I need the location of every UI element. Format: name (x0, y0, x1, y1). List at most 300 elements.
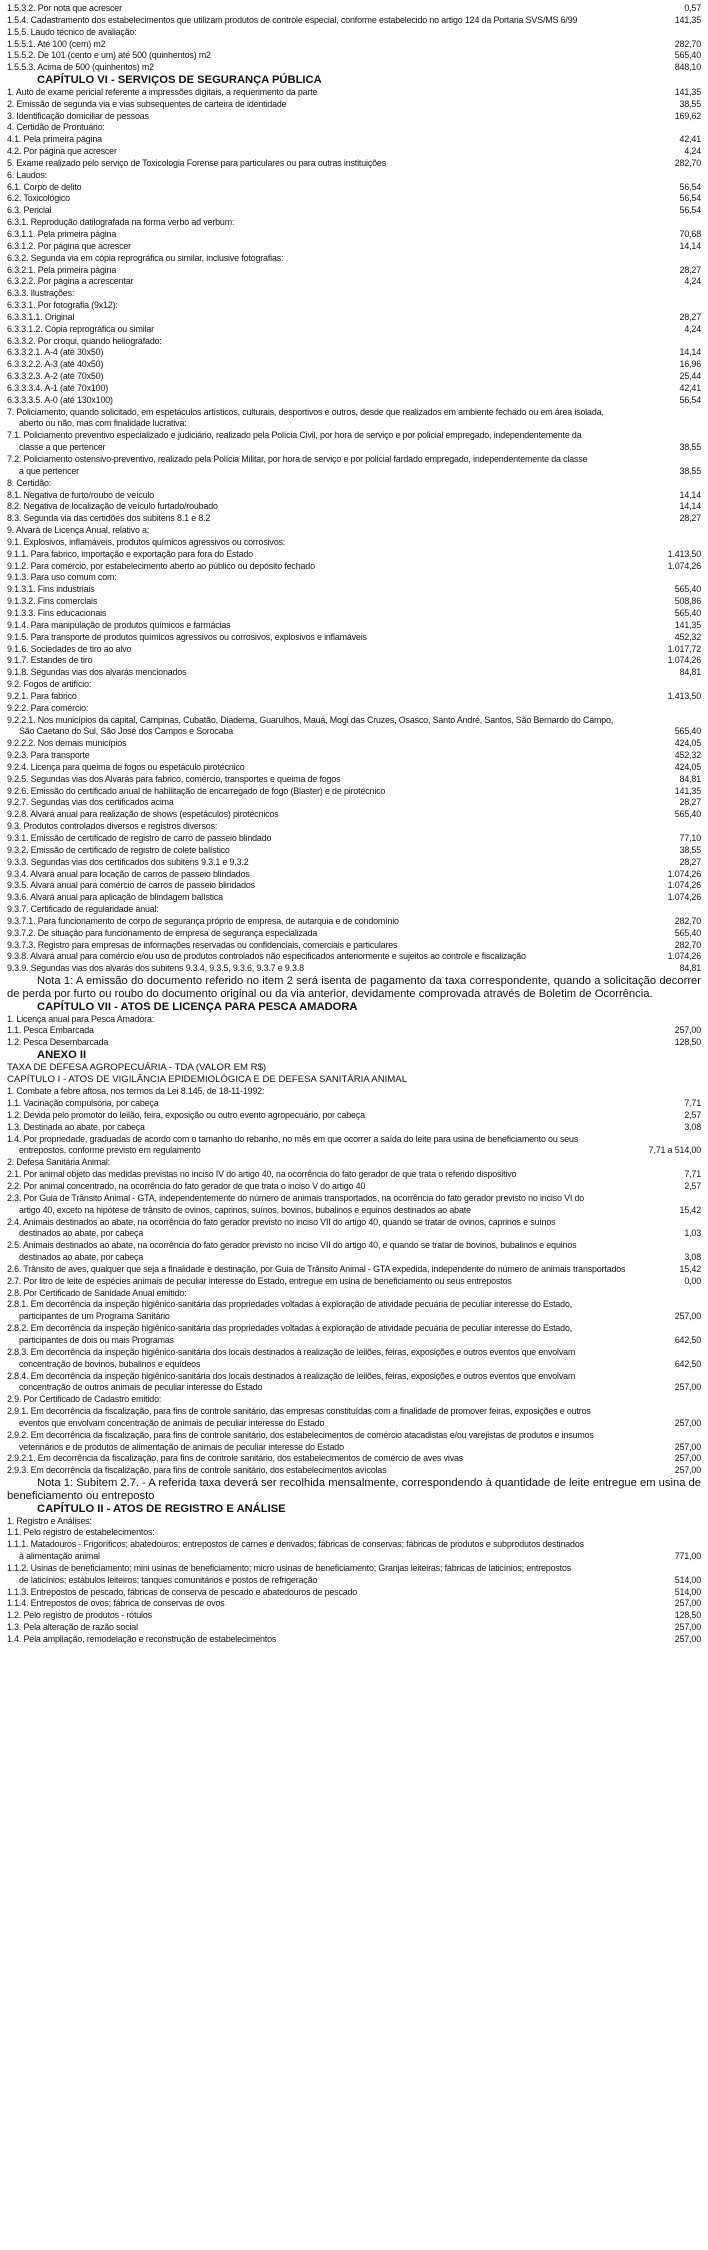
fee-value: 452,32 (674, 750, 701, 761)
fee-description: 9.1. Explosivos, inflamáveis, produtos químicos agressivos ou corrosivos: (7, 536, 286, 547)
fee-description: 9.1.7. Estandes de tiro (7, 655, 93, 666)
fee-description: 1.3. Pela alteração de razão social (7, 1622, 138, 1633)
fee-value: 128,50 (674, 1610, 701, 1621)
fee-description: 8.2. Negativa de localização de veículo furtado/roubado (7, 501, 218, 512)
fee-description: 2. Emissão de segunda via e vias subsequentes de carteira de identidade (7, 98, 287, 109)
fee-row (7, 774, 701, 786)
fee-description: 9.3.4. Alvará anual para locação de carros de passeio blindados (7, 868, 250, 879)
fee-description: veterinários e de produtos de alimentação de animais de peculiar interesse do Estado (19, 1441, 344, 1452)
fee-description: 1.5.5. Laudo técnico de avaliação: (7, 26, 137, 37)
fee-row (7, 1551, 701, 1563)
fee-row (7, 442, 701, 454)
fee-row (7, 833, 701, 845)
fee-description: 1. Registro e Análises: (7, 1515, 92, 1526)
fee-value: 1.074,26 (667, 880, 701, 891)
fee-description: de laticínios; estábulos leiteiros; tanques comunitários e postos de refrigeração (19, 1574, 318, 1585)
fee-description: 8.3. Segunda via das certidões dos subitens 8.1 e 8.2 (7, 513, 211, 524)
fee-value: 282,70 (674, 915, 701, 926)
fee-description: 1.4. Por propriedade, graduadas de acordo com o tamanho do rebanho, no mês em que ocorrer a saída do leite para usina de beneficiamento ou seus (7, 1133, 579, 1144)
fee-description: 5. Exame realizado pelo serviço de Toxicologia Forense para particulares ou para outras instituições (7, 157, 387, 168)
fee-description: 9.2.7. Segundas vias dos certificados acima (7, 797, 174, 808)
fee-row (7, 1134, 701, 1146)
fee-row (7, 1299, 701, 1311)
fee-row (7, 1252, 701, 1264)
fee-row (7, 39, 701, 51)
fee-description: 9.2.2.1. Nos municípios da capital, Campinas, Cubatão, Diadema, Guarulhos, Mauá, Mogi das Cruzes, Osasco, Santo André, Santos, São Bernardo do Campo, (7, 714, 614, 725)
fee-value: 514,00 (674, 1574, 701, 1585)
fee-row (7, 27, 701, 39)
fee-description: participantes de dois ou mais Programas (19, 1334, 174, 1345)
fee-value: 7,71 (684, 1169, 701, 1180)
fee-description: 9.1.4. Para manipulação de produtos químicos e farmácias (7, 619, 231, 630)
fee-description: 9.3.6. Alvará anual para aplicação de blindagem balística (7, 892, 223, 903)
fee-row (7, 158, 701, 170)
fee-value: 84,81 (679, 667, 701, 678)
fee-description: artigo 40, exceto na hipótese de trânsito de ovinos, caprinos, suínos, bovinos, bubalinos e equinos destinados ao abate (19, 1204, 471, 1215)
fee-description: 2.2. Por animal concentrado, na ocorrência do fato gerador de que trata o inciso V do artigo 40 (7, 1181, 366, 1192)
fee-value: 14,14 (679, 240, 701, 251)
fee-row (7, 750, 701, 762)
fee-row (7, 1323, 701, 1335)
fee-row (7, 572, 701, 584)
fee-row (7, 1563, 701, 1575)
fee-description: 1.5.5.3. Acima de 500 (quinhentos) m2 (7, 62, 154, 73)
fee-row (7, 111, 701, 123)
fee-row (7, 1311, 701, 1323)
fee-description: 1.1.4. Entrepostos de ovos; fábrica de conservas de ovos (7, 1598, 225, 1609)
fee-row (7, 1145, 701, 1157)
fee-row (7, 940, 701, 952)
fee-value: 28,27 (679, 513, 701, 524)
fee-row (7, 15, 701, 27)
fee-description: 9.2.2.2. Nos demais municípios (7, 738, 127, 749)
fee-description: 8.1. Negativa de furto/roubo de veículo (7, 489, 155, 500)
fee-value: 257,00 (674, 1633, 701, 1644)
fee-description: 9.2.4. Licença para queima de fogos ou espetáculo pirotécnico (7, 761, 245, 772)
fee-value: 1.017,72 (667, 643, 701, 654)
fee-description: a que pertencer (19, 465, 79, 476)
fee-description: 6.3.3.2.1. A-4 (até 30x50) (7, 347, 104, 358)
fee-value: 257,00 (674, 1441, 701, 1452)
fee-description: 2.3. Por Guia de Trânsito Animal - GTA, independentemente do número de animais transportados, na ocorrência do fato gerador previsto no inciso VI do (7, 1192, 585, 1203)
fee-row (7, 501, 701, 513)
fee-description: 6.3. Pericial (7, 205, 52, 216)
fee-value: 14,14 (679, 347, 701, 358)
fee-description: 2.1. Por animal objeto das medidas previstas no inciso IV do artigo 40, na ocorrência do fato gerador de que trata o referido dispositivo (7, 1169, 517, 1180)
fee-row (7, 87, 701, 99)
fee-value: 565,40 (674, 927, 701, 938)
fee-description: 9.2.8. Alvará anual para realização de shows (espetáculos) pirotécnicos (7, 809, 279, 820)
fee-row (7, 1335, 701, 1347)
fee-value: 424,05 (674, 738, 701, 749)
fee-value: 282,70 (674, 38, 701, 49)
fee-value: 141,35 (674, 86, 701, 97)
fee-row (7, 241, 701, 253)
chapter-heading: CAPÍTULO VII - ATOS DE LICENÇA PARA PESCA AMADORA (37, 1000, 358, 1013)
fee-description: 9.1.6. Sociedades de tiro ao alvo (7, 643, 132, 654)
fee-value: 70,68 (679, 228, 701, 239)
fee-description: 6.3.3.3.4. A-1 (até 70x100) (7, 382, 109, 393)
fee-row (7, 1169, 701, 1181)
fee-row (7, 1442, 701, 1454)
fee-row (7, 1122, 701, 1134)
fee-description: 9.3.7.3. Registro para empresas de informações reservadas ou confidenciais, comerciais e particulares (7, 939, 398, 950)
fee-row (7, 1634, 701, 1646)
fee-value: 15,42 (679, 1204, 701, 1215)
fee-description: 1. Auto de exame pericial referente a impressões digitais, a requerimento da parte (7, 86, 318, 97)
fee-description: 6.3.2.2. Por página a acrescentar (7, 276, 134, 287)
fee-row (7, 347, 701, 359)
fee-description: 1.5.5.2. De 101 (cento e um) até 500 (quinhentos) m2 (7, 50, 211, 61)
fee-description: 6.3.1.2. Por página que acrescer (7, 240, 131, 251)
fee-row (7, 821, 701, 833)
fee-description: 9.1.3.3. Fins educacionais (7, 607, 107, 618)
fee-row (7, 928, 701, 940)
fee-value: 56,54 (679, 394, 701, 405)
fee-row (7, 525, 701, 537)
fee-row (7, 584, 701, 596)
fee-row (7, 288, 701, 300)
fee-value: 42,41 (679, 382, 701, 393)
fee-value: 84,81 (679, 963, 701, 974)
fee-description: 9.3.1. Emissão de certificado de registro de carro de passeio blindado (7, 833, 272, 844)
fee-value: 257,00 (674, 1025, 701, 1036)
fee-row (7, 632, 701, 644)
fee-value: 16,96 (679, 359, 701, 370)
fee-row (7, 1276, 701, 1288)
fee-description: 9.2.3. Para transporte (7, 750, 90, 761)
fee-value: 565,40 (674, 607, 701, 618)
fee-row (7, 786, 701, 798)
fee-value: 514,00 (674, 1586, 701, 1597)
fee-row (7, 1406, 701, 1418)
fee-description: 6.1. Corpo de delito (7, 181, 82, 192)
fee-row (7, 170, 701, 182)
fee-row (7, 1371, 701, 1383)
fee-description: destinados ao abate, por cabeça (19, 1252, 144, 1263)
fee-description: 6.3.3.2. Por croqui, quando heliografado: (7, 335, 162, 346)
fee-row (7, 454, 701, 466)
fee-description: 2.9.2. Em decorrência da fiscalização, para fins de controle sanitário, dos estabelecimentos de comércio atacadistas e/ou varejistas de produtos e insumos (7, 1429, 594, 1440)
fee-row (7, 644, 701, 656)
fee-description: 2.8. Por Certificado de Sanidade Anual emitido: (7, 1287, 187, 1298)
fee-value: 565,40 (674, 584, 701, 595)
fee-value: 28,27 (679, 797, 701, 808)
fee-description: 1.1.2. Usinas de beneficiamento; mini usinas de beneficiamento; micro usinas de beneficiamento; Granjas leiteiras; fábricas de laticínios; entrepostos (7, 1562, 572, 1573)
fee-description: 6.3.3.1. Por fotografia (9x12): (7, 300, 118, 311)
fee-row (7, 1516, 701, 1528)
fee-value: 7,71 a 514,00 (648, 1145, 701, 1156)
fee-value: 4,24 (684, 323, 701, 334)
fee-description: 7.1. Policiamento preventivo especializado e judiciário, realizado pela Polícia Civil, por hora de serviço e por policial empregado, independentemente da (7, 430, 582, 441)
fee-row (7, 1598, 701, 1610)
fee-row (7, 892, 701, 904)
fee-row (7, 395, 701, 407)
fee-row (7, 122, 701, 134)
fee-description: 9.1.3. Para uso comum com: (7, 572, 117, 583)
chapter-heading: CAPÍTULO VI - SERVIÇOS DE SEGURANÇA PÚBLICA (37, 74, 322, 87)
fee-description: 1. Licença anual para Pesca Amadora: (7, 1013, 155, 1024)
fee-row (7, 1610, 701, 1622)
fee-row (7, 691, 701, 703)
fee-value: 14,14 (679, 489, 701, 500)
fee-description: 6.3.3.1.1. Original (7, 311, 75, 322)
fee-description: concentração de outros animais de peculiar interesse do Estado (19, 1382, 263, 1393)
fee-description: 9.1.3.2. Fins comerciais (7, 596, 98, 607)
fee-description: 2.6. Trânsito de aves, qualquer que seja a finalidade e destinação, por Guia de Trânsito Animal - GTA expedida, independente do número de animais transportados (7, 1263, 626, 1274)
fee-description: 1.5.3.2. Por nota que acrescer (7, 3, 122, 13)
fee-description: 9.3. Produtos controlados diversos e registros diversos: (7, 821, 218, 832)
fee-row (7, 336, 701, 348)
fee-description: 6.3.3.3.5. A-0 (até 130x100) (7, 394, 113, 405)
fee-value: 7,71 (684, 1098, 701, 1109)
fee-description: 9.1.3.1. Fins industriais (7, 584, 95, 595)
fee-description: eventos que envolvam concentração de animais de peculiar interesse do Estado (19, 1417, 325, 1428)
fee-value: 84,81 (679, 773, 701, 784)
fee-value: 1,03 (684, 1228, 701, 1239)
fee-row (7, 312, 701, 324)
fee-value: 0,00 (684, 1275, 701, 1286)
fee-value: 1.413,50 (667, 690, 701, 701)
fee-description: 9.2.1. Para fabrico (7, 690, 77, 701)
fee-value: 56,54 (679, 193, 701, 204)
fee-row (7, 134, 701, 146)
fee-description: 4.2. Por página que acrescer (7, 146, 117, 157)
fee-description: 2. Defesa Sanitária Animal: (7, 1157, 110, 1168)
fee-row (7, 1228, 701, 1240)
fee-description: 9.3.7.2. De situação para funcionamento de empresa de segurança especializada (7, 927, 318, 938)
fee-row (7, 726, 701, 738)
fee-row (7, 857, 701, 869)
fee-value: 257,00 (674, 1465, 701, 1476)
fee-row (7, 1025, 701, 1037)
fee-value: 38,55 (679, 844, 701, 855)
fee-row (7, 1465, 701, 1477)
fee-row (7, 667, 701, 679)
fee-value: 1.413,50 (667, 548, 701, 559)
fee-row (7, 620, 701, 632)
fee-value: 1.074,26 (667, 951, 701, 962)
fee-row (7, 182, 701, 194)
section-subheading: TAXA DE DEFESA AGROPECUÁRIA - TDA (VALOR EM R$) (7, 1061, 267, 1073)
fee-description: 6.3.2.1. Pela primeira página (7, 264, 117, 275)
fee-row (7, 916, 701, 928)
fee-description: 1.1. Vacinação compulsória, por cabeça (7, 1098, 159, 1109)
fee-row (7, 513, 701, 525)
fee-row (7, 193, 701, 205)
fee-description: 7.2. Policiamento ostensivo-preventivo, realizado pela Polícia Militar, por hora de serviço e por policial fardado empregado, independentemente da classe (7, 454, 588, 465)
fee-description: 8. Certidão: (7, 477, 52, 488)
fee-row (7, 537, 701, 549)
fee-description: 1.1. Pesca Embarcada (7, 1025, 94, 1036)
fee-description: 2.9.1. Em decorrência da fiscalização, para fins de controle sanitário, das empresas constituídas com a finalidade de promover feiras, exposições e outros (7, 1406, 591, 1417)
fee-row (7, 1264, 701, 1276)
fee-description: 9.1.2. Para comércio, por estabelecimento aberto ao público ou depósito fechado (7, 560, 315, 571)
fee-description: participantes de um Programa Sanitário (19, 1311, 170, 1322)
fee-value: 1.074,26 (667, 655, 701, 666)
fee-value: 771,00 (674, 1551, 701, 1562)
fee-value: 1.074,26 (667, 868, 701, 879)
fee-value: 642,50 (674, 1358, 701, 1369)
fee-description: aberto ou não, mas com finalidade lucrativa: (19, 418, 187, 429)
fee-row (7, 845, 701, 857)
fee-value: 257,00 (674, 1311, 701, 1322)
fee-row (7, 418, 701, 430)
fee-value: 28,27 (679, 856, 701, 867)
fee-value: 169,62 (674, 110, 701, 121)
fee-row (7, 1014, 701, 1026)
fee-description: 1.2. Pelo registro de produtos - rótulos (7, 1610, 152, 1621)
fee-row (7, 1418, 701, 1430)
fee-row (7, 383, 701, 395)
fee-description: 1.5.5.1. Até 100 (cem) m2 (7, 38, 106, 49)
fee-row (7, 1453, 701, 1465)
fee-description: 1.2. Pesca Desembarcada (7, 1037, 109, 1048)
fee-row (7, 715, 701, 727)
fee-value: 565,40 (674, 50, 701, 61)
fee-value: 257,00 (674, 1598, 701, 1609)
fee-row (7, 1217, 701, 1229)
fee-row (7, 655, 701, 667)
fee-description: 7. Policiamento, quando solicitado, em espetáculos artísticos, culturais, desportivos e outros, desde que realizados em ambiente fechado ou em área isolada, (7, 406, 604, 417)
fee-row (7, 549, 701, 561)
fee-row (7, 50, 701, 62)
fee-row (7, 229, 701, 241)
fee-value: 424,05 (674, 761, 701, 772)
fee-value: 282,70 (674, 157, 701, 168)
fee-row (7, 762, 701, 774)
fee-value: 42,41 (679, 134, 701, 145)
fee-row (7, 1205, 701, 1217)
fee-row (7, 146, 701, 158)
fee-row (7, 265, 701, 277)
fee-description: 6.3.2. Segunda via em cópia reprográfica ou similar, inclusive fotografias: (7, 252, 284, 263)
fee-description: 1. Combate a febre aftosa, nos termos da Lei 8.145, de 18-11-1992: (7, 1086, 265, 1097)
fee-description: 1.1.1. Matadouros - Frigoríficos; abatedouros; entrepostos de carnes e derivados; fábricas de conservas; fábricas de produtos e subprodutos destinados (7, 1539, 584, 1550)
fee-value: 565,40 (674, 726, 701, 737)
fee-description: 6.3.3. Ilustrações: (7, 288, 75, 299)
fee-row (7, 217, 701, 229)
fee-row (7, 963, 701, 975)
fee-description: entrepostos, conforme previsto em regulamento (19, 1145, 201, 1156)
fee-description: 2.9.3. Em decorrência da fiscalização, para fins de controle sanitário, dos estabelecimentos avícolas (7, 1465, 387, 1476)
fee-description: 1.5.4. Cadastramento dos estabelecimentos que utilizam produtos de controle especial, conforme estabelecido no artigo 124 da Portaria SVS/MS 6/99 (7, 14, 578, 25)
fee-description: 9.2.6. Emissão do certificado anual de habilitação de encarregado de fogo (Blaster) e de pirotécnico (7, 785, 386, 796)
fee-description: 4.1. Pela primeira página (7, 134, 102, 145)
fee-description: 2.5. Animais destinados ao abate, na ocorrência do fato gerador previsto no inciso VII do artigo 40, e quando se tratar de bovinos, bubalinos e equinos (7, 1240, 577, 1251)
fee-row (7, 3, 701, 15)
fee-row (7, 1098, 701, 1110)
fee-value: 28,27 (679, 264, 701, 275)
fee-value: 2,57 (684, 1181, 701, 1192)
fee-description: 2.8.3. Em decorrência da inspeção higiênico-sanitária dos locais destinados à realização de leilões, feiras, exposições e outros eventos que envolvam (7, 1346, 576, 1357)
fee-description: à alimentação animal (19, 1551, 100, 1562)
fee-description: 9.3.7.1. Para funcionamento de corpo de segurança próprio de empresa, de autarquia e de condomínio (7, 915, 399, 926)
fee-description: 9.2. Fogos de artifício: (7, 679, 92, 690)
fee-row (7, 430, 701, 442)
fee-row (7, 608, 701, 620)
fee-row (7, 1575, 701, 1587)
fee-value: 56,54 (679, 205, 701, 216)
document-page (7, 0, 701, 1646)
fee-description: 2.4. Animais destinados ao abate, na ocorrência do fato gerador previsto no inciso VII do artigo 40, quando se tratar de ovinos, caprinos e suínos (7, 1216, 556, 1227)
fee-row (7, 1288, 701, 1300)
fee-row (7, 1240, 701, 1252)
fee-row (7, 904, 701, 916)
fee-description: 9.3.2. Emissão de certificado de registro de colete balístico (7, 844, 230, 855)
fee-description: 2.9.2.1. Em decorrência da fiscalização, para fins de controle sanitário, dos estabelecimentos de comércio de aves vivas (7, 1453, 464, 1464)
fee-row (7, 490, 701, 502)
fee-description: 9.2.2. Para comércio: (7, 702, 89, 713)
fee-row (7, 809, 701, 821)
fee-value: 0,57 (684, 3, 701, 13)
fee-value: 848,10 (674, 62, 701, 73)
chapter-heading: ANEXO II (37, 1049, 87, 1062)
fee-description: 9.1.8. Segundas vias dos alvarás mencionados (7, 667, 187, 678)
fee-description: 2.9. Por Certificado de Cadastro emitido: (7, 1394, 162, 1405)
fee-description: 2.8.1. Em decorrência da inspeção higiênico-sanitária das propriedades voltadas à exploração de atividade pecuária de peculiar interesse do Estado, (7, 1299, 573, 1310)
fee-row (7, 99, 701, 111)
fee-value: 25,44 (679, 371, 701, 382)
fee-description: 3. Identificação domiciliar de pessoas (7, 110, 149, 121)
fee-description: 9.3.5. Alvará anual para comércio de carros de passeio blindados (7, 880, 255, 891)
fee-value: 257,00 (674, 1382, 701, 1393)
fee-value: 508,86 (674, 596, 701, 607)
fee-row (7, 880, 701, 892)
fee-value: 2,57 (684, 1109, 701, 1120)
fee-description: 9.3.3. Segundas vias dos certificados dos subitens 9.3.1 e 9.3.2 (7, 856, 249, 867)
fee-description: 4. Certidão de Prontuário: (7, 122, 105, 133)
fee-row (7, 869, 701, 881)
fee-row (7, 253, 701, 265)
fee-description: 1.3. Destinada ao abate, por cabeça (7, 1121, 145, 1132)
fee-row (7, 276, 701, 288)
fee-value: 257,00 (674, 1622, 701, 1633)
fee-value: 642,50 (674, 1334, 701, 1345)
fee-row (7, 466, 701, 478)
fee-value: 141,35 (674, 14, 701, 25)
fee-value: 257,00 (674, 1453, 701, 1464)
fee-row (7, 300, 701, 312)
fee-value: 141,35 (674, 619, 701, 630)
fee-row (7, 679, 701, 691)
fee-description: 9. Alvará de Licença Anual, relativo a: (7, 525, 150, 536)
section-subheading: CAPÍTULO I - ATOS DE VIGILÂNCIA EPIDEMIOLÓGICA E DE DEFESA SANITÁRIA ANIMAL (7, 1074, 408, 1086)
fee-row (7, 62, 701, 74)
fee-description: 9.3.8. Alvará anual para comércio e/ou uso de produtos controlados não especificados anteriormente e sujeitos ao controle e fiscalização (7, 951, 526, 962)
fee-description: 2.7. Por litro de leite de espécies animais de peculiar interesse do Estado, entregue em usina de beneficiamento ou seus entrepostos (7, 1275, 512, 1286)
fee-row (7, 359, 701, 371)
fee-row (7, 1539, 701, 1551)
fee-value: 4,24 (684, 276, 701, 287)
fee-description: 6.3.1.1. Pela primeira página (7, 228, 117, 239)
fee-description: 6. Laudos: (7, 169, 47, 180)
fee-description: 6.2. Toxicológico (7, 193, 70, 204)
fee-row (7, 1527, 701, 1539)
fee-description: destinados ao abate, por cabeça (19, 1228, 144, 1239)
fee-description: 9.3.9. Segundas vias dos alvarás dos subitens 9.3.4, 9.3.5, 9.3.6, 9.3.7 e 9.3.8 (7, 963, 304, 974)
fee-row (7, 1622, 701, 1634)
fee-row (7, 703, 701, 715)
fee-row (7, 1359, 701, 1371)
fee-row (7, 1037, 701, 1049)
fee-value: 128,50 (674, 1037, 701, 1048)
fee-description: 6.3.3.2.2. A-3 (até 40x50) (7, 359, 104, 370)
fee-description: classe a que pertencer (19, 442, 106, 453)
fee-row (7, 1430, 701, 1442)
fee-row (7, 205, 701, 217)
fee-description: 1.4. Pela ampliação, remodelação e reconstrução de estabelecimentos (7, 1633, 277, 1644)
